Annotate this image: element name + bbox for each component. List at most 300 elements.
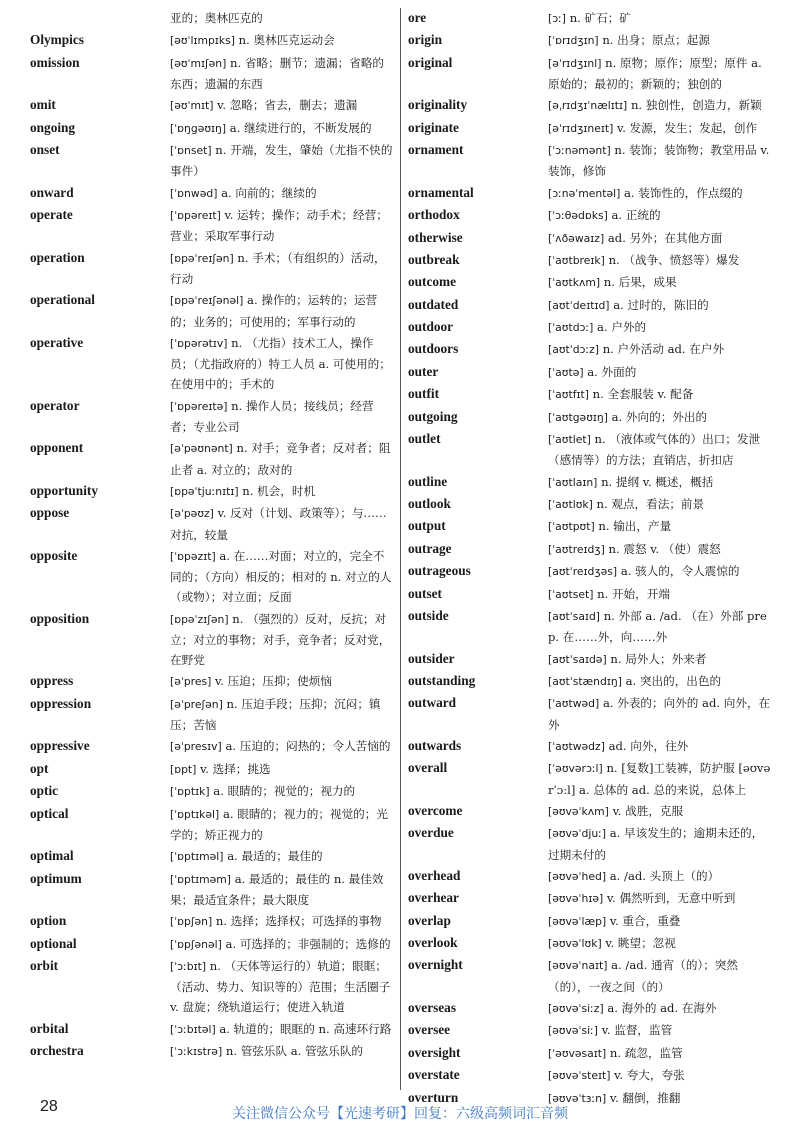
dictionary-entry <box>408 561 774 582</box>
pronunciation: [əˈpresɪv] <box>170 740 222 754</box>
pronunciation: [əʊˈmɪt] <box>170 99 214 113</box>
definition-text: n. 省略；删节；遗漏；省略的东西；遗漏的东西 <box>170 55 385 91</box>
dictionary-entry <box>408 606 774 647</box>
right-column <box>408 8 774 1110</box>
dictionary-entry <box>408 384 774 405</box>
dictionary-entry <box>30 671 394 692</box>
entry-definition <box>548 429 774 470</box>
entry-definition <box>170 736 394 757</box>
headword: origin <box>408 32 442 48</box>
dictionary-entry <box>30 95 394 116</box>
entry-definition <box>170 956 394 1018</box>
pronunciation: [əˈpəʊnənt] <box>170 442 233 456</box>
entry-definition <box>548 407 774 428</box>
entry-definition <box>170 934 394 955</box>
headword: original <box>408 54 453 70</box>
definition-text: n. 开始，开端 <box>597 586 670 601</box>
entry-definition <box>548 955 774 996</box>
pronunciation: [ˈaʊtdɔː] <box>548 321 594 335</box>
dictionary-entry <box>408 911 774 932</box>
dictionary-entry <box>408 933 774 954</box>
headword: orthodox <box>408 207 460 223</box>
dictionary-entry <box>30 248 394 289</box>
dictionary-entry <box>408 1065 774 1086</box>
pronunciation: [ɒpəˈtjuːnɪtɪ] <box>170 484 239 498</box>
pronunciation: [aʊtˈstændɪŋ] <box>548 674 622 688</box>
dictionary-entry <box>408 30 774 51</box>
entry-definition <box>548 472 774 493</box>
headword: overseas <box>408 1000 456 1016</box>
entry-definition <box>170 396 394 437</box>
entry-definition <box>548 118 774 139</box>
headword: ornament <box>408 142 464 158</box>
dictionary-entry <box>408 95 774 116</box>
dictionary-entry <box>408 205 774 226</box>
dictionary-entry <box>30 205 394 246</box>
entry-definition <box>170 911 394 932</box>
definition-text: v. 监督，监管 <box>601 1023 673 1038</box>
definition-text: n. 外部 a. /ad. （在）外部 prep. 在……外，向……外 <box>548 608 767 645</box>
headword: outgoing <box>408 408 458 424</box>
pronunciation: [ˈaʊtlet] <box>548 433 591 447</box>
pronunciation: [ˈəʊvərɔːl] <box>548 762 603 776</box>
dictionary-entry <box>30 934 394 955</box>
definition-text: n. （战争、愤怒等）爆发 <box>608 252 740 267</box>
headword: outrage <box>408 540 452 556</box>
pronunciation: [əˈrɪdʒɪnl] <box>548 56 602 70</box>
headword: ornamental <box>408 184 474 200</box>
entry-definition <box>170 8 394 29</box>
definition-text: a. /ad. 头顶上（的） <box>609 868 720 883</box>
dictionary-entry <box>408 584 774 605</box>
definition-text: a. 过时的，陈旧的 <box>613 297 709 312</box>
headword: oversight <box>408 1044 461 1060</box>
pronunciation: [ˈɒpəzɪt] <box>170 549 216 563</box>
definition-text: n. 出身；原点；起源 <box>602 33 710 48</box>
entry-definition <box>170 95 394 116</box>
dictionary-entry <box>408 1020 774 1041</box>
headword: outfit <box>408 386 440 402</box>
definition-text: v. 翻倒，推翻 <box>609 1090 681 1105</box>
pronunciation: [əʊvəˈsiː] <box>548 1024 598 1038</box>
headword: opportunity <box>30 482 98 498</box>
dictionary-entry <box>408 955 774 996</box>
column-divider <box>400 8 401 1090</box>
headword: originality <box>408 97 468 113</box>
entry-definition <box>170 53 394 94</box>
dictionary-entry <box>30 290 394 331</box>
definition-text: a. 户外的 <box>597 320 647 335</box>
dictionary-entry <box>408 758 774 799</box>
pronunciation: [ˈɒpəreɪtə] <box>170 399 228 413</box>
pronunciation: [ˈɒrɪdʒɪn] <box>548 34 599 48</box>
dictionary-entry <box>30 911 394 932</box>
dictionary-entry <box>408 866 774 887</box>
entry-definition <box>548 228 774 249</box>
definition-text: n. 独创性，创造力，新颖 <box>630 98 762 113</box>
entry-definition <box>170 804 394 845</box>
definition-text: a. 早该发生的；逾期未还的，过期未付的 <box>548 826 764 862</box>
entry-definition <box>548 205 774 226</box>
definition-text: a. 眼睛的；视力的；视觉的；光学的；矫正视力的 <box>170 806 388 842</box>
definition-text: n. （液体或气体的）出口；发泄（感情等）的方法；直销店，折扣店 <box>548 432 761 468</box>
dictionary-entry <box>30 30 394 51</box>
definition-text: n. 机会，时机 <box>242 483 316 498</box>
pronunciation: [əʊvəˈsiːz] <box>548 1002 604 1016</box>
entry-definition <box>548 866 774 887</box>
headword: outdoor <box>408 319 454 335</box>
left-column <box>30 8 394 1064</box>
headword: outset <box>408 585 442 601</box>
dictionary-entry <box>408 888 774 909</box>
definition-text: a. 突出的，出色的 <box>625 673 722 688</box>
headword: operator <box>30 397 80 413</box>
definition-text: v. 选择；挑选 <box>200 761 271 776</box>
pronunciation: [ˈɒpəreɪt] <box>170 209 221 223</box>
dictionary-entry <box>408 671 774 692</box>
pronunciation: [ɔː] <box>548 12 566 25</box>
pronunciation: [ˈɒptɪməl] <box>170 850 224 864</box>
pronunciation: [ɒpt] <box>170 762 197 776</box>
pronunciation: [ˈɒpərətɪv] <box>170 336 228 350</box>
headword: optimal <box>30 848 74 864</box>
headword: option <box>30 913 67 929</box>
headword: oversee <box>408 1022 451 1038</box>
definition-text: a. 外向的；外出的 <box>611 409 708 424</box>
pronunciation: [ˈɔːkɪstrə] <box>170 1045 223 1059</box>
definition-text: n. 原物；原作；原型；原件 a. 原始的；最初的；新颖的；独创的 <box>548 55 762 91</box>
pronunciation: [əˈpəʊz] <box>170 507 214 521</box>
definition-text: n. 疏忽，监管 <box>609 1045 683 1060</box>
entry-definition <box>548 250 774 271</box>
pronunciation: [ˈɒpʃənəl] <box>170 937 222 951</box>
pronunciation: [ˈaʊtkʌm] <box>548 276 601 290</box>
definition-text: v. 重合，重叠 <box>609 913 681 928</box>
headword: oppression <box>30 695 92 711</box>
definition-text: v. 偶然听到，无意中听到 <box>606 891 736 906</box>
dictionary-entry <box>30 869 394 910</box>
dictionary-entry <box>408 250 774 271</box>
entry-definition <box>548 295 774 316</box>
headword: outer <box>408 363 439 379</box>
definition-text: n. 手术；（有组织的）活动，行动 <box>170 250 386 286</box>
entry-definition <box>170 1041 394 1062</box>
pronunciation: [ˈɒptɪk] <box>170 785 210 799</box>
pronunciation: [ˈɔːnəmənt] <box>548 144 611 158</box>
definition-text: a. 轨道的；眼眶的 n. 高速环行路 <box>219 1021 392 1036</box>
dictionary-entry <box>408 362 774 383</box>
headword: overstate <box>408 1067 460 1083</box>
definition-text: n. 压迫手段；压抑；沉闷；镇压；苦恼 <box>170 696 381 733</box>
definition-text: a. 装饰性的，作点缀的 <box>624 185 743 200</box>
dictionary-entry <box>408 998 774 1019</box>
pronunciation: [ɒpəˈreɪʃən] <box>170 251 234 265</box>
entry-definition <box>548 606 774 647</box>
definition-text: n. （天体等运行的）轨道；眼眶；（活动、势力、知识等的）范围；生活圈子 v. 盘旋；绕轨道运行；使进入轨道 <box>170 959 391 1015</box>
definition-text: v. 压迫；压抑；使烦恼 <box>215 674 332 689</box>
headword: overcome <box>408 802 463 818</box>
entry-definition <box>548 272 774 293</box>
pronunciation: [ˈɒnwəd] <box>170 186 218 200</box>
headword: outcome <box>408 274 456 290</box>
dictionary-entry <box>408 183 774 204</box>
definition-text: a. /ad. 通宵（的）；突然（的），一夜之间（的） <box>548 958 738 994</box>
headword: overlook <box>408 935 458 951</box>
definition-text: a. 外面的 <box>587 364 637 379</box>
entry-definition <box>170 609 394 671</box>
pronunciation: [əʊvəˈtɜːn] <box>548 1091 607 1105</box>
entry-definition <box>548 823 774 864</box>
entry-definition <box>548 998 774 1019</box>
entry-definition <box>548 30 774 51</box>
headword: omit <box>30 97 56 113</box>
pronunciation: [əʊˈlɪmpɪks] <box>170 34 235 48</box>
entry-definition <box>548 339 774 360</box>
headword: omission <box>30 54 80 70</box>
headword: overhear <box>408 890 459 906</box>
headword: operation <box>30 249 85 265</box>
headword: optical <box>30 805 69 821</box>
dictionary-entry <box>30 53 394 94</box>
definition-text: ad. 向外，往外 <box>608 738 689 753</box>
headword: outlet <box>408 431 441 447</box>
definition-text: n. 输出，产量 <box>598 519 672 534</box>
headword: overdue <box>408 825 454 841</box>
definition-text: a. 正统的 <box>611 208 661 223</box>
pronunciation: [ˈɒnset] <box>170 144 212 158</box>
entry-definition <box>548 801 774 822</box>
entry-definition <box>548 539 774 560</box>
pronunciation: [ˈɔːbɪtəl] <box>170 1022 216 1036</box>
entry-definition <box>170 183 394 204</box>
dictionary-entry <box>30 609 394 671</box>
dictionary-entry <box>408 53 774 94</box>
definition-text: n. 管弦乐队 a. 管弦乐队的 <box>225 1044 364 1059</box>
definition-text: v. 发源，发生；发起，创作 <box>617 120 758 135</box>
headword: operational <box>30 292 96 308</box>
headword: originate <box>408 119 459 135</box>
entry-definition <box>548 8 774 29</box>
definition-text: n. [复数]工装裤，防护服 [əʊvərˈɔːl] a. 总体的 ad. 总的来说，总体上 <box>548 761 771 797</box>
entry-definition <box>170 694 394 735</box>
entry-definition <box>548 494 774 515</box>
pronunciation: [ɒpəˈreɪʃənəl] <box>170 294 244 308</box>
page-number: 28 <box>40 1098 58 1115</box>
dictionary-entry <box>408 823 774 864</box>
headword: outstanding <box>408 672 476 688</box>
entry-definition <box>548 649 774 670</box>
pronunciation: [ˈʌðəwaɪz] <box>548 231 605 245</box>
dictionary-entry <box>408 516 774 537</box>
headword: operate <box>30 207 73 223</box>
headword: onward <box>30 184 74 200</box>
footer-note: 关注微信公众号【光速考研】回复：六级高频词汇音频 <box>232 1106 568 1122</box>
pronunciation: [ˈaʊtwəd] <box>548 697 600 711</box>
pronunciation: [aʊtˈreɪdʒəs] <box>548 565 618 579</box>
dictionary-entry <box>408 801 774 822</box>
entry-definition <box>170 671 394 692</box>
pronunciation: [ˈɒptɪkəl] <box>170 807 220 821</box>
pronunciation: [ˈəʊvəsaɪt] <box>548 1046 607 1060</box>
entry-definition <box>170 481 394 502</box>
entry-definition <box>170 546 394 608</box>
entry-definition <box>548 516 774 537</box>
headword: outside <box>408 607 449 623</box>
headword: outline <box>408 473 448 489</box>
entry-definition <box>170 290 394 331</box>
dictionary-entry <box>30 8 394 29</box>
headword: oppose <box>30 505 70 521</box>
entry-definition <box>548 362 774 383</box>
pronunciation: [əˌrɪdʒɪˈnælɪtɪ] <box>548 99 628 113</box>
dictionary-entry <box>408 295 774 316</box>
pronunciation: [əʊˈmɪʃən] <box>170 56 227 70</box>
entry-definition <box>170 248 394 289</box>
headword: optimum <box>30 870 82 886</box>
entry-definition <box>548 183 774 204</box>
dictionary-entry <box>408 494 774 515</box>
headword: orbital <box>30 1020 69 1036</box>
headword: overall <box>408 760 448 776</box>
entry-definition <box>170 759 394 780</box>
entry-definition <box>548 561 774 582</box>
pronunciation: [ˈaʊtbreɪk] <box>548 253 605 267</box>
headword: orbit <box>30 958 59 973</box>
definition-text: n. 奥林匹克运动会 <box>238 33 335 48</box>
dictionary-entry <box>30 333 394 395</box>
pronunciation: [ˈaʊtgəʊɪŋ] <box>548 410 608 424</box>
pronunciation: [aʊtˈsaɪdə] <box>548 652 607 666</box>
dictionary-entry <box>30 781 394 802</box>
entry-definition <box>548 758 774 799</box>
pronunciation: [ˈɒŋgəʊɪŋ] <box>170 121 227 135</box>
entry-definition <box>548 95 774 116</box>
pronunciation: [əʊvəˈdjuː] <box>548 827 607 841</box>
dictionary-entry <box>30 438 394 479</box>
pronunciation: [əʊvəˈsteɪt] <box>548 1069 611 1083</box>
headword: onset <box>30 142 60 158</box>
definition-text: n. 观点，看法；前景 <box>596 497 705 512</box>
dictionary-entry <box>408 736 774 757</box>
definition-text: n. 对手；竞争者；反对者；阻止者 a. 对立的；敌对的 <box>170 441 391 477</box>
headword: overturn <box>408 1089 459 1105</box>
headword: orchestra <box>30 1043 84 1059</box>
pronunciation: [ˈaʊtlaɪn] <box>548 475 598 489</box>
dictionary-entry <box>408 272 774 293</box>
headword: outdated <box>408 296 459 312</box>
entry-definition <box>548 933 774 954</box>
dictionary-entry <box>30 846 394 867</box>
definition-text: a. 海外的 ad. 在海外 <box>607 1001 717 1016</box>
dictionary-entry <box>30 546 394 608</box>
dictionary-entry <box>408 429 774 470</box>
definition-text: v. 运转；操作；动手术；经营；营业；采取军事行动 <box>170 208 388 244</box>
dictionary-entry <box>408 140 774 181</box>
definition-text: 亚的；奥林匹克的 <box>170 11 263 25</box>
pronunciation: [əʊvəˈlʊk] <box>548 937 602 951</box>
definition-text: n. 操作人员；接线员；经营者；专业公司 <box>170 398 374 434</box>
entry-definition <box>548 1043 774 1064</box>
headword: opponent <box>30 440 84 456</box>
dictionary-entry <box>30 1041 394 1062</box>
definition-text: a. 继续进行的，不断发展的 <box>229 120 372 135</box>
entry-definition <box>548 736 774 757</box>
pronunciation: [ˈɔːbɪt] <box>170 960 207 973</box>
dictionary-entry <box>30 118 394 139</box>
definition-text: a. 在……对面；对立的，完全不同的；（方向）相反的；相对的 n. 对立的人（或物）；对立面；反面 <box>170 548 392 605</box>
pronunciation: [ɒpəˈzɪʃən] <box>170 612 229 626</box>
pronunciation: [aʊtˈdeɪtɪd] <box>548 298 610 312</box>
headword: outward <box>408 695 457 711</box>
definition-text: ad. 另外；在其他方面 <box>607 230 723 245</box>
headword: opposite <box>30 547 78 563</box>
pronunciation: [ˈaʊtset] <box>548 587 594 601</box>
entry-definition <box>548 911 774 932</box>
headword: outlook <box>408 496 451 512</box>
entry-definition <box>548 693 774 734</box>
dictionary-entry <box>30 1019 394 1040</box>
entry-definition <box>548 671 774 692</box>
definition-text: v. 战胜，克服 <box>612 803 684 818</box>
pronunciation: [əˈpreʃən] <box>170 697 223 711</box>
definition-text: a. 最适的；最佳的 <box>227 849 323 864</box>
definition-text: n. 选择；选择权；可选择的事物 <box>215 914 382 929</box>
entry-definition <box>170 438 394 479</box>
dictionary-entry <box>30 503 394 544</box>
headword: outrageous <box>408 563 471 579</box>
definition-text: v. 夸大，夸张 <box>614 1068 685 1083</box>
dictionary-entry <box>408 649 774 670</box>
headword: overhead <box>408 867 461 883</box>
dictionary-entry <box>408 539 774 560</box>
dictionary-entry <box>30 481 394 502</box>
entry-definition <box>170 333 394 395</box>
definition-text: n. （尤指）技术工人，操作员；（尤指政府的）特工人员 a. 可使用的；在使用中的；手术的 <box>170 335 391 392</box>
dictionary-entry <box>408 472 774 493</box>
pronunciation: [aʊtˈdɔːz] <box>548 343 600 357</box>
definition-text: n. 全套服装 v. 配备 <box>592 387 694 402</box>
headword: operative <box>30 334 84 350</box>
definition-text: n. 矿石；矿 <box>569 11 631 25</box>
dictionary-entry <box>408 228 774 249</box>
headword: ongoing <box>30 119 76 135</box>
headword: overnight <box>408 957 463 973</box>
dictionary-entry <box>30 736 394 757</box>
entry-definition <box>170 781 394 802</box>
pronunciation: [ˈaʊtwədz] <box>548 739 605 753</box>
definition-text: a. 外表的；向外的 ad. 向外，在外 <box>548 696 771 732</box>
dictionary-entry <box>30 759 394 780</box>
headword: outdoors <box>408 341 459 357</box>
dictionary-entry <box>30 804 394 845</box>
definition-text: v. 忽略；省去，删去；遗漏 <box>217 98 358 113</box>
dictionary-entry <box>408 118 774 139</box>
definition-text: v. 眺望；忽视 <box>605 936 676 951</box>
pronunciation: [əʊvəˈhed] <box>548 869 607 883</box>
definition-text: n. 震怒 v. （使）震怒 <box>608 541 721 556</box>
pronunciation: [ˈaʊtlʊk] <box>548 498 593 512</box>
pronunciation: [ɔːnəˈmentəl] <box>548 186 621 200</box>
definition-text: a. 眼睛的；视觉的；视力的 <box>213 784 356 799</box>
entry-definition <box>170 846 394 867</box>
dictionary-entry <box>408 317 774 338</box>
dictionary-entry <box>408 339 774 360</box>
entry-definition <box>548 53 774 94</box>
headword: oppress <box>30 673 74 689</box>
dictionary-entry <box>30 140 394 181</box>
entry-definition <box>170 503 394 544</box>
entry-definition <box>170 1019 394 1040</box>
